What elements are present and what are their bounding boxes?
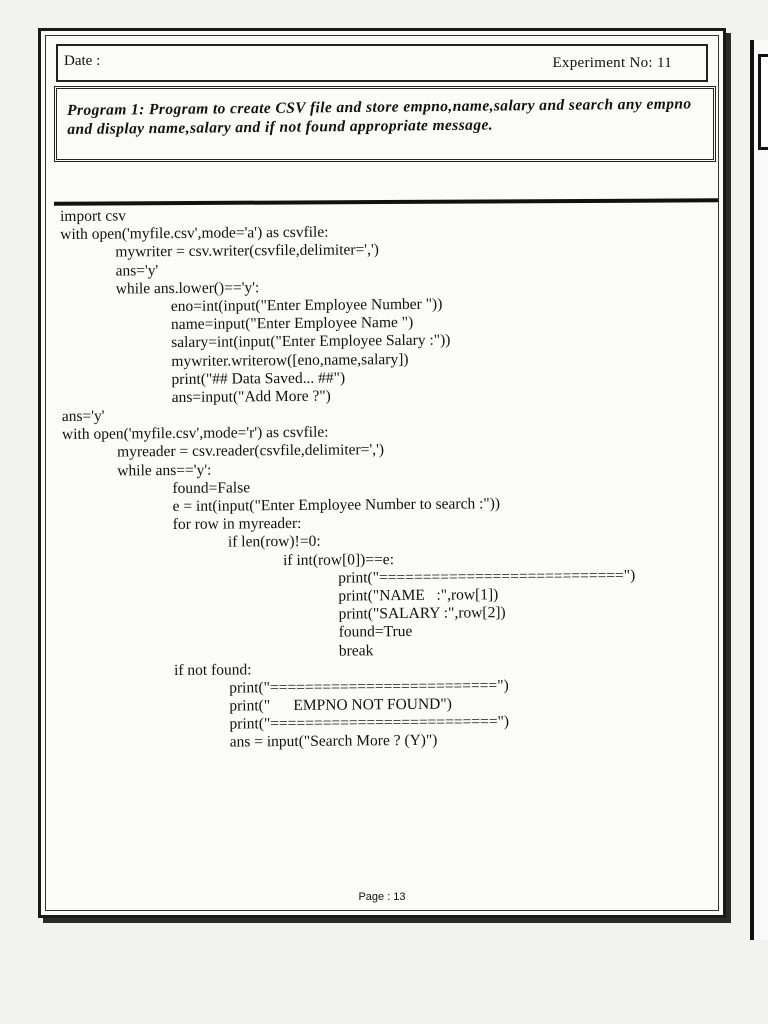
experiment-number-label: Experiment No: 11 xyxy=(552,55,672,71)
code-line: myreader = csv.reader(csvfile,delimiter=',') xyxy=(117,441,385,461)
code-line: while ans=='y': xyxy=(117,461,212,480)
page-number: Page : 13 xyxy=(358,891,406,903)
code-line: if len(row)!=0: xyxy=(227,533,321,551)
code-line: print("NAME :",row[1]) xyxy=(338,586,499,605)
code-line: print("## Data Saved... ##") xyxy=(171,369,346,388)
code-line: print("==========================") xyxy=(229,676,509,697)
code-line: for row in myreader: xyxy=(172,515,302,534)
date-label: Date : xyxy=(64,53,101,69)
adjacent-page-edge xyxy=(750,40,768,940)
code-line: mywriter.writerow([eno,name,salary]) xyxy=(171,350,409,370)
code-line: print(" EMPNO NOT FOUND") xyxy=(229,695,452,715)
code-line: with open('myfile.csv',mode='r') as csvfile: xyxy=(61,423,329,444)
code-line: found=False xyxy=(172,479,251,497)
code-line: if not found: xyxy=(173,661,252,679)
adjacent-page-bracket xyxy=(758,54,768,150)
code-line: print("============================") xyxy=(338,566,636,587)
code-line: mywriter = csv.writer(csvfile,delimiter=',') xyxy=(115,241,379,261)
code-line: break xyxy=(338,641,374,660)
code-line: found=True xyxy=(338,623,413,641)
code-line: salary=int(input("Enter Employee Salary :")) xyxy=(171,331,451,352)
code-line: ans = input("Search More ? (Y)") xyxy=(229,732,438,751)
code-line: ans='y' xyxy=(61,407,105,426)
code-line: ans='y' xyxy=(115,261,159,280)
code-listing xyxy=(60,202,703,753)
page-inner-border xyxy=(45,35,719,911)
code-line: if int(row[0])==e: xyxy=(283,550,395,569)
code-line: e = int(input("Enter Employee Number to search :")) xyxy=(172,495,501,516)
code-line: print("==========================") xyxy=(229,713,510,733)
program-description-box xyxy=(54,86,716,162)
code-line: ans=input("Add More ?") xyxy=(171,387,331,406)
code-line: with open('myfile.csv',mode='a') as csvfile: xyxy=(60,223,329,244)
program-title: Program 1: Program to create CSV file and store empno,name,salary and search any empno and display name,salary and if not found appropriate message. xyxy=(67,95,692,138)
code-line: eno=int(input("Enter Employee Number ")) xyxy=(170,295,443,315)
code-line: import csv xyxy=(60,207,127,225)
header-box xyxy=(56,44,708,82)
code-line: while ans.lower()=='y': xyxy=(115,279,260,298)
document-page xyxy=(38,28,726,918)
code-line: print("SALARY :",row[2]) xyxy=(338,604,506,623)
code-line: name=input("Enter Employee Name ") xyxy=(170,314,414,334)
